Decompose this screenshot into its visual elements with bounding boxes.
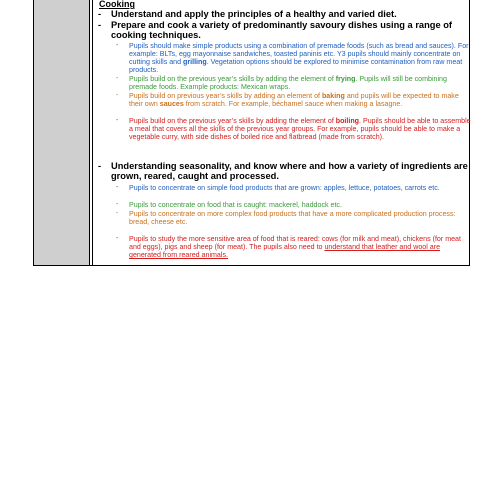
technique-frying: frying bbox=[335, 75, 356, 83]
objective-healthy-diet bbox=[98, 9, 471, 19]
year4-guidance bbox=[116, 75, 473, 92]
year3-guidance bbox=[116, 42, 473, 75]
guidance-text: Pupils should make simple products using a combination of premade foods (such as bread and sauces). For example: BLTs, egg mayonnaise sandwiches, toasted paninis etc. Y3 pupils should mainly concentrate on cutting skills and bbox=[129, 42, 469, 67]
table-content-cell bbox=[93, 0, 469, 265]
year5-guidance bbox=[116, 92, 473, 109]
bullet-marker: - bbox=[116, 42, 119, 49]
bullet-marker: - bbox=[116, 117, 119, 124]
objective-seasonality bbox=[98, 161, 471, 182]
year3-seasonality bbox=[116, 184, 473, 192]
dash-marker: - bbox=[98, 9, 102, 19]
guidance-text: . Pupils will still be combining premade foods. Example products: Mexican wraps. bbox=[129, 75, 447, 92]
bullet-marker: - bbox=[116, 210, 119, 217]
technique-sauces: sauces bbox=[159, 100, 184, 109]
guidance-text: Pupils build on previous year’s skills by adding an element of bbox=[129, 92, 322, 100]
year4-seasonality bbox=[116, 201, 473, 209]
section-heading: Cooking bbox=[99, 0, 135, 9]
guidance-text: Pupils build on the previous year’s skills by adding the element of bbox=[129, 117, 336, 125]
year6-guidance bbox=[116, 117, 473, 142]
underlined-note: understand that leather and wool are generated from reared animals. bbox=[129, 243, 441, 260]
guidance-text: Pupils to concentrate on food that is caught: mackerel, haddock etc. bbox=[129, 201, 342, 209]
objective-text: Understanding seasonality, and know where and how a variety of ingredients are grown, reared, caught and processed. bbox=[111, 161, 468, 182]
technique-boiling: boiling bbox=[335, 117, 360, 125]
table-left-column bbox=[34, 0, 90, 265]
objective-text: Prepare and cook a variety of predominantly savoury dishes using a range of cooking techniques. bbox=[111, 20, 452, 41]
guidance-text: Pupils to concentrate on simple food products that are grown: apples, lettuce, potatoes, carrots etc. bbox=[129, 184, 440, 192]
technique-baking: baking bbox=[321, 92, 345, 100]
bullet-marker: - bbox=[116, 235, 119, 242]
year6-seasonality bbox=[116, 235, 473, 260]
dash-marker: - bbox=[98, 20, 102, 30]
curriculum-table bbox=[33, 0, 470, 266]
guidance-text: . Vegetation options should be explored to minimise contamination from raw meat products. bbox=[129, 58, 463, 75]
guidance-text: from scratch. For example, béchamel sauce when making a lasagne. bbox=[183, 100, 403, 109]
bullet-marker: - bbox=[116, 92, 119, 99]
objective-cooking-techniques bbox=[98, 20, 471, 41]
guidance-text: Pupils build on the previous year’s skills by adding the element of bbox=[129, 75, 336, 83]
objective-text: Understand and apply the principles of a healthy and varied diet. bbox=[111, 9, 397, 19]
guidance-text: Pupils to concentrate on more complex food products that have a more complicated production process: bread, cheese etc. bbox=[129, 210, 456, 227]
guidance-text: Pupils to study the more sensitive area of food that is reared: cows (for milk and meat), chickens (for meat and eggs), pigs and sheep (for meat). The pupils also need to bbox=[129, 235, 461, 252]
year5-seasonality bbox=[116, 210, 473, 227]
bullet-marker: - bbox=[116, 184, 119, 191]
bullet-marker: - bbox=[116, 75, 119, 82]
dash-marker: - bbox=[98, 161, 102, 171]
bullet-marker: - bbox=[116, 201, 119, 208]
technique-grilling: grilling bbox=[183, 58, 207, 67]
guidance-text: and pupils will be expected to make their own bbox=[129, 92, 459, 109]
guidance-text: . Pupils should be able to assemble a meal that covers all the skills of the previous year groups. For example, pupils should be able to make a vegetable curry, with side dishes of boiled rice and flatbread (made from scratch). bbox=[129, 117, 471, 142]
